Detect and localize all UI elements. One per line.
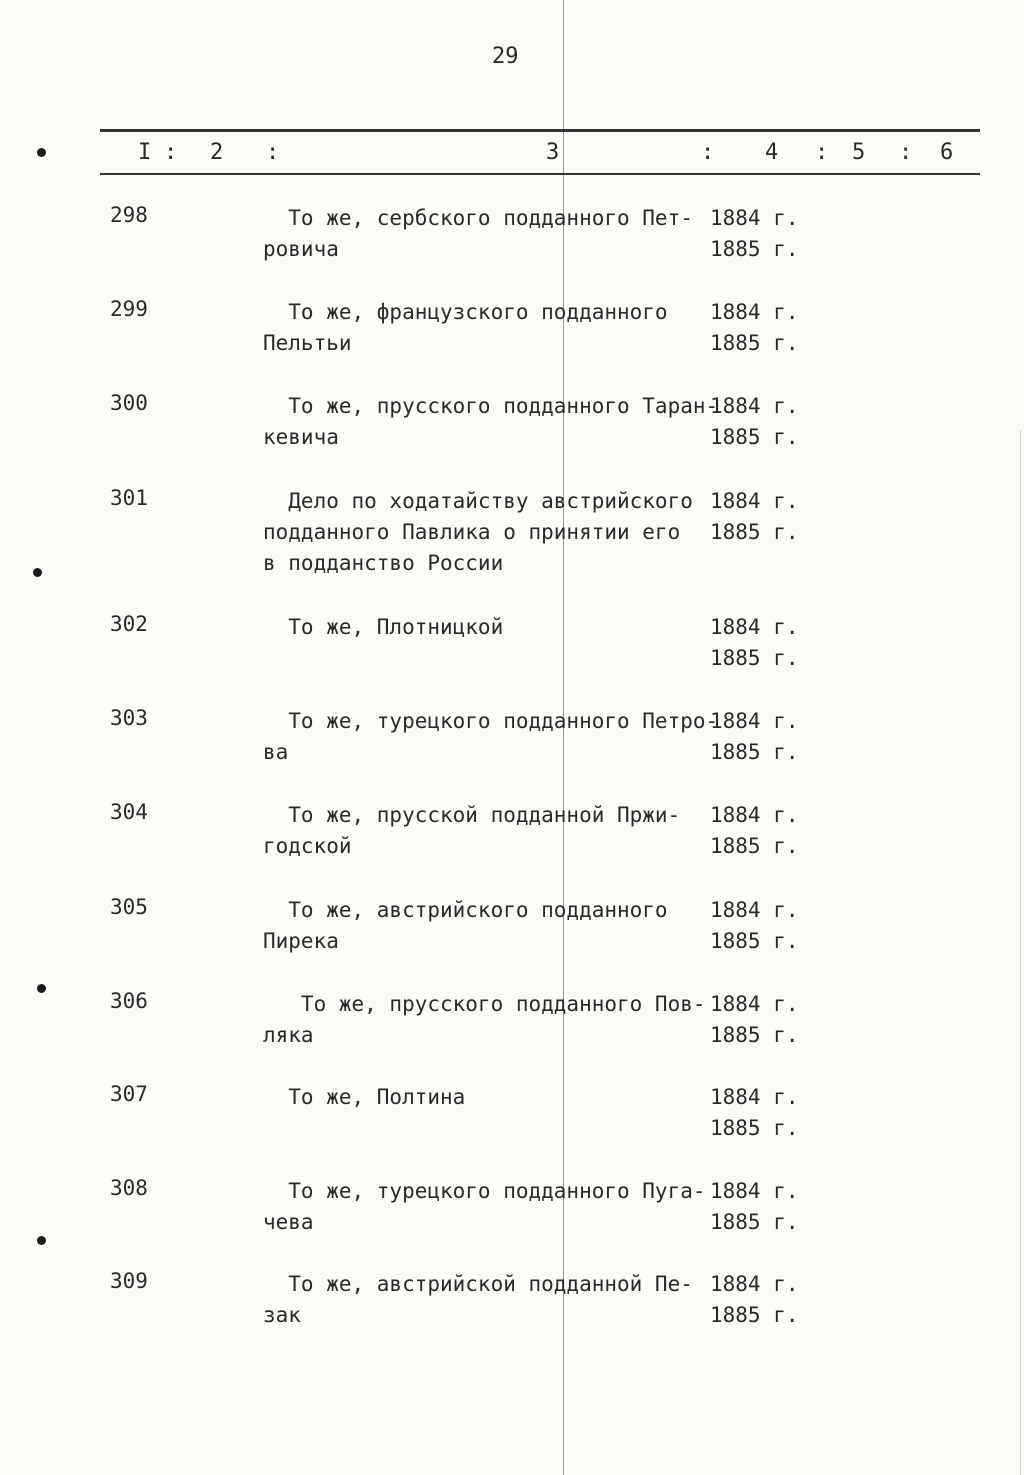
description-line: То же, турецкого подданного Петро- (263, 709, 719, 733)
page-number: 29 (492, 44, 519, 69)
entry-description (263, 297, 703, 359)
description-line: То же, турецкого подданного Пуга- (263, 1179, 706, 1203)
entry-description (263, 989, 706, 1051)
description-line: Пельтьи (263, 331, 352, 355)
description-line: ва (263, 740, 289, 764)
entry-dates (710, 800, 799, 862)
description-line: зак (263, 1303, 301, 1327)
col-5-header: 5 (852, 140, 866, 165)
entry-dates (710, 203, 799, 265)
entry-number: 307 (110, 1082, 148, 1106)
entry-dates (710, 1269, 799, 1331)
col-separator: : (899, 140, 913, 165)
entry-number: 300 (110, 391, 148, 415)
entry-dates (710, 297, 799, 359)
col-separator: : (266, 140, 280, 165)
col-1-header: I (138, 140, 152, 165)
date-line: 1884 г. (710, 300, 799, 324)
date-line: 1884 г. (710, 1085, 799, 1109)
date-line: 1885 г. (710, 425, 799, 449)
header-bottom-rule (100, 173, 980, 175)
col-separator: : (701, 140, 715, 165)
entry-description (263, 612, 703, 643)
entry-dates (710, 391, 799, 453)
list-item (0, 1269, 1024, 1359)
entry-number: 306 (110, 989, 148, 1013)
list-item (0, 203, 1024, 293)
description-line: Пирека (263, 929, 339, 953)
entry-description (263, 486, 703, 579)
date-line: 1884 г. (710, 1272, 799, 1296)
entry-number: 303 (110, 706, 148, 730)
description-line: То же, австрийской подданной Пе- (263, 1272, 693, 1296)
description-line: ровича (263, 237, 339, 261)
list-item (0, 1082, 1024, 1172)
description-line: То же, сербского подданного Пет- (263, 206, 693, 230)
col-separator: : (815, 140, 829, 165)
date-line: 1885 г. (710, 646, 799, 670)
entry-dates (710, 612, 799, 674)
list-item (0, 895, 1024, 985)
description-line: То же, Полтина (263, 1085, 466, 1109)
entry-number: 299 (110, 297, 148, 321)
entry-description (263, 895, 703, 957)
date-line: 1884 г. (710, 394, 799, 418)
entry-dates (710, 486, 799, 548)
entry-description (263, 706, 719, 768)
description-line: чева (263, 1210, 314, 1234)
entry-number: 308 (110, 1176, 148, 1200)
date-line: 1884 г. (710, 803, 799, 827)
list-item (0, 297, 1024, 387)
entry-description (263, 800, 703, 862)
description-line: ляка (263, 1023, 314, 1047)
list-item (0, 486, 1024, 576)
date-line: 1885 г. (710, 929, 799, 953)
entry-dates (710, 1176, 799, 1238)
date-line: 1885 г. (710, 1210, 799, 1234)
description-line: То же, прусской подданной Пржи- (263, 803, 681, 827)
punch-hole (37, 148, 46, 157)
col-2-header: 2 (210, 140, 224, 165)
entry-description (263, 1176, 706, 1238)
entry-number: 305 (110, 895, 148, 919)
entry-description (263, 1082, 703, 1113)
list-item (0, 706, 1024, 796)
entry-description (263, 203, 703, 265)
date-line: 1884 г. (710, 1179, 799, 1203)
col-separator: : (164, 140, 178, 165)
date-line: 1885 г. (710, 1303, 799, 1327)
description-line: подданного Павлика о принятии его (263, 520, 681, 544)
description-line: То же, Плотницкой (263, 615, 504, 639)
col-4-header: 4 (765, 140, 779, 165)
entry-number: 304 (110, 800, 148, 824)
entry-dates (710, 706, 799, 768)
list-item (0, 989, 1024, 1079)
col-3-header: 3 (546, 140, 560, 165)
date-line: 1884 г. (710, 709, 799, 733)
entry-number: 301 (110, 486, 148, 510)
description-line: То же, австрийского подданного (263, 898, 668, 922)
header-top-rule (100, 129, 980, 132)
date-line: 1885 г. (710, 331, 799, 355)
date-line: 1884 г. (710, 206, 799, 230)
date-line: 1884 г. (710, 898, 799, 922)
description-line: То же, прусского подданного Таран- (263, 394, 719, 418)
description-line: в подданство России (263, 551, 504, 575)
date-line: 1884 г. (710, 992, 799, 1016)
entry-number: 302 (110, 612, 148, 636)
entry-dates (710, 989, 799, 1051)
entry-dates (710, 895, 799, 957)
date-line: 1884 г. (710, 615, 799, 639)
entry-dates (710, 1082, 799, 1144)
col-6-header: 6 (940, 140, 954, 165)
description-line: годской (263, 834, 352, 858)
entry-description (263, 1269, 703, 1331)
date-line: 1884 г. (710, 489, 799, 513)
date-line: 1885 г. (710, 237, 799, 261)
date-line: 1885 г. (710, 520, 799, 544)
description-line: Дело по ходатайству австрийского (263, 489, 693, 513)
list-item (0, 800, 1024, 890)
date-line: 1885 г. (710, 1116, 799, 1140)
description-line: То же, прусского подданного Пов- (263, 992, 706, 1016)
description-line: То же, французского подданного (263, 300, 668, 324)
entry-number: 309 (110, 1269, 148, 1293)
entry-description (263, 391, 719, 453)
date-line: 1885 г. (710, 834, 799, 858)
date-line: 1885 г. (710, 740, 799, 764)
description-line: кевича (263, 425, 339, 449)
list-item (0, 1176, 1024, 1266)
list-item (0, 612, 1024, 702)
list-item (0, 391, 1024, 481)
entry-number: 298 (110, 203, 148, 227)
date-line: 1885 г. (710, 1023, 799, 1047)
